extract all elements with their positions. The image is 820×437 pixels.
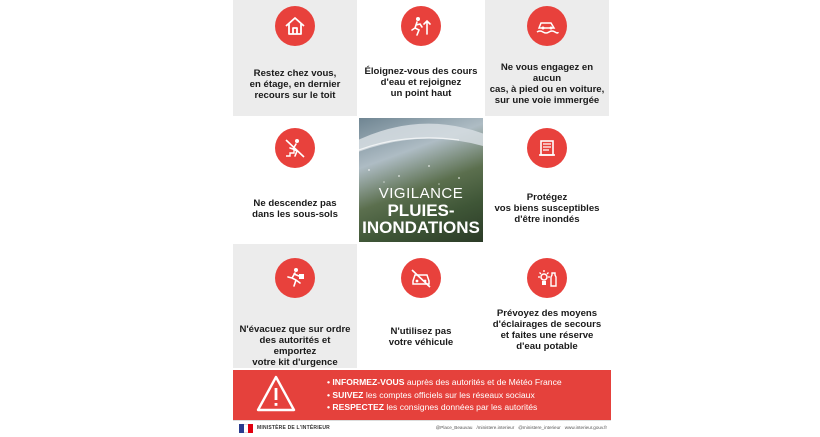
tile-caption: Éloignez-vous des cours d'eau et rejoignez un point haut bbox=[364, 66, 478, 99]
advice-banner bbox=[233, 370, 611, 420]
social-links bbox=[436, 425, 607, 430]
lamp-and-water-icon bbox=[527, 258, 567, 298]
umbrella-icon bbox=[359, 120, 483, 190]
vigilance-rain-photo bbox=[359, 118, 483, 242]
infographic-poster bbox=[233, 0, 611, 436]
no-stairs-down-icon bbox=[275, 128, 315, 168]
tile-caption: N'utilisez pas votre véhicule bbox=[388, 326, 454, 348]
french-flag-logo bbox=[239, 424, 253, 433]
footer bbox=[233, 420, 611, 437]
tile-caption: Restez chez vous, en étage, en dernier recours sur le toit bbox=[249, 68, 341, 101]
warning-triangle-icon bbox=[255, 374, 297, 414]
tile-caption: Protégez vos biens susceptibles d'être inondés bbox=[494, 192, 600, 225]
protect-goods-icon bbox=[527, 128, 567, 168]
no-car-icon bbox=[401, 258, 441, 298]
vigilance-title: VIGILANCE PLUIES- INONDATIONS bbox=[362, 185, 480, 237]
banner-line-respect: • RESPECTEZ les consignes données par les autorités bbox=[327, 402, 538, 412]
tile-caption: Prévoyez des moyens d'éclairages de secours et faites une réserve d'eau potable bbox=[492, 308, 602, 352]
tile-caption: N'évacuez que sur ordre des autorités et emportez votre kit d'urgence bbox=[239, 324, 351, 368]
instagram-link[interactable]: @ministere_interieur bbox=[518, 425, 561, 430]
tile-no-basement bbox=[233, 118, 357, 242]
tile-protect-goods bbox=[485, 118, 609, 242]
tile-caption: Ne descendez pas dans les sous-sols bbox=[252, 198, 338, 220]
ministry-label: MINISTÈRE DE L'INTÉRIEUR bbox=[257, 425, 330, 431]
tile-evacuate bbox=[233, 244, 357, 368]
house-icon bbox=[275, 6, 315, 46]
tile-move-away bbox=[359, 0, 483, 116]
tile-no-flooded-road bbox=[485, 0, 609, 116]
twitter-link[interactable]: @Place_Beauvau bbox=[435, 425, 473, 430]
tile-lighting-water bbox=[485, 244, 609, 368]
tile-caption: Ne vous engagez en aucun cas, à pied ou en voiture, sur une voie immergée bbox=[489, 62, 605, 106]
person-fleeing-water-icon bbox=[401, 6, 441, 46]
facebook-link[interactable]: /ministere.interieur bbox=[476, 425, 515, 430]
car-in-water-icon bbox=[527, 6, 567, 46]
website-link[interactable]: www.interieur.gouv.fr bbox=[564, 425, 607, 430]
evacuate-runner-icon bbox=[275, 258, 315, 298]
banner-line-follow: • SUIVEZ les comptes officiels sur les réseaux sociaux bbox=[327, 389, 535, 400]
tile-stay-home bbox=[233, 0, 357, 116]
tile-no-vehicle bbox=[359, 244, 483, 368]
banner-line-inform: • INFORMEZ-VOUS auprès des autorités et de Météo France bbox=[327, 377, 562, 387]
